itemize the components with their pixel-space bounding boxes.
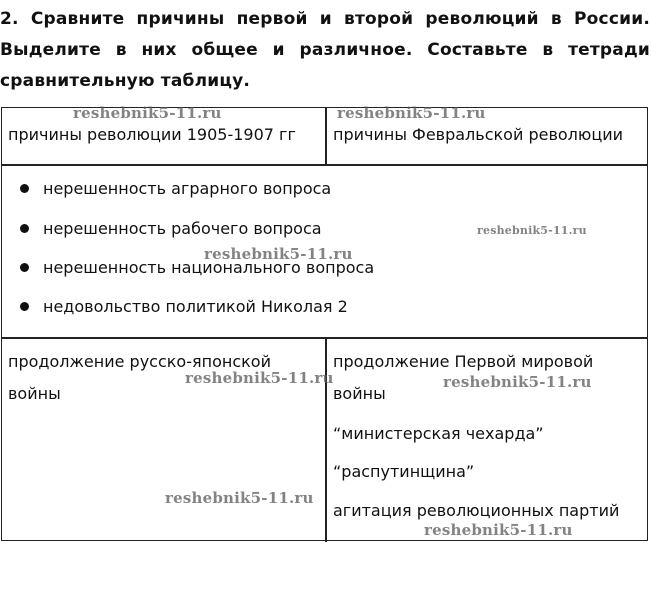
comparison-table (1, 107, 648, 541)
task-line-3: сравнительную таблицу. (0, 71, 251, 91)
watermark: reshebnik5-11.ru (477, 224, 587, 237)
common-cause-2 (20, 219, 322, 238)
task-line-1: 2. Сравните причины первой и второй революций в России. (0, 9, 650, 29)
task-line-2: Выделите в них общее и различное. Составьте в тетради (0, 40, 650, 60)
common-cause-text: нерешенность рабочего вопроса (43, 219, 322, 238)
watermark: reshebnik5-11.ru (204, 245, 353, 263)
bottom-column-divider (325, 337, 327, 542)
common-cause-text: нерешенность аграрного вопроса (43, 179, 332, 198)
header-column-divider (325, 108, 327, 165)
watermark: reshebnik5-11.ru (337, 104, 486, 122)
right-cause-1: продолжение Первой мировой (333, 352, 594, 371)
bullet-icon (20, 184, 29, 193)
watermark: reshebnik5-11.ru (424, 521, 573, 539)
watermark: reshebnik5-11.ru (185, 369, 334, 387)
watermark: reshebnik5-11.ru (165, 489, 314, 507)
common-cause-4 (20, 297, 348, 316)
bullet-icon (20, 263, 29, 272)
header-left: причины революции 1905-1907 гг (8, 125, 296, 144)
watermark: reshebnik5-11.ru (73, 104, 222, 122)
left-cause-1-cont: войны (8, 384, 61, 403)
left-cause-1: продолжение русско-японской (8, 352, 271, 371)
right-cause-1-cont: войны (333, 384, 386, 403)
bullet-icon (20, 302, 29, 311)
common-cause-1 (20, 179, 331, 198)
bullet-icon (20, 224, 29, 233)
header-right: причины Февральской революции (333, 125, 624, 144)
watermark: reshebnik5-11.ru (443, 373, 592, 391)
right-cause-3: “распутинщина” (333, 462, 475, 481)
common-cause-text: недовольство политикой Николая 2 (43, 297, 348, 316)
right-cause-2: “министерская чехарда” (333, 424, 544, 443)
right-cause-4: агитация революционных партий (333, 501, 620, 520)
common-cause-text: нерешенность национального вопроса (43, 258, 375, 277)
task-heading (0, 4, 650, 97)
